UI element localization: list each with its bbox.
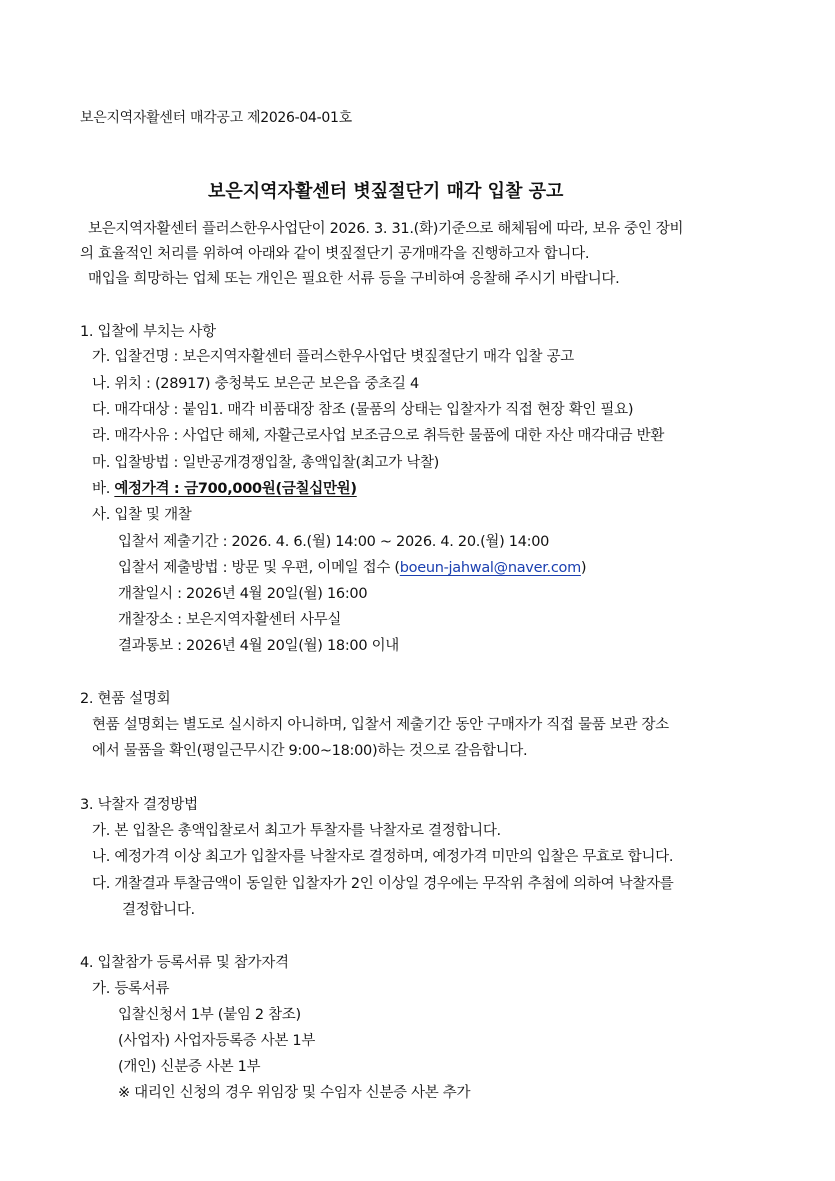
section-1-item-ba [92, 479, 357, 499]
register-doc-3: (개인) 신분증 사본 1부 [118, 1059, 261, 1075]
section-1-item-ga: 가. 입찰건명 : 보은지역자활센터 플러스한우사업단 볏짚절단기 매각 입찰 공고 [92, 349, 574, 365]
section-1-item-na: 나. 위치 : (28917) 충청북도 보은군 보은읍 중초길 4 [92, 376, 419, 392]
intro-line-3: 매입을 희망하는 업체 또는 개인은 필요한 서류 등을 구비하여 응찰해 주시기 바랍니다. [88, 271, 620, 287]
opening-date: 개찰일시 : 2026년 4월 20일(월) 16:00 [118, 586, 368, 602]
section-1-item-ma: 마. 입찰방법 : 일반공개경쟁입찰, 총액입찰(최고가 낙찰) [92, 455, 440, 471]
opening-place: 개찰장소 : 보은지역자활센터 사무실 [118, 612, 342, 628]
section-3-heading: 3. 낙찰자 결정방법 [80, 797, 198, 813]
intro-line-2: 의 효율적인 처리를 위하여 아래와 같이 볏짚절단기 공개매각을 진행하고자 합니다. [80, 246, 590, 262]
register-doc-1: 입찰신청서 1부 (붙임 2 참조) [118, 1007, 301, 1023]
intro-line-1: 보은지역자활센터 플러스한우사업단이 2026. 3. 31.(화)기준으로 해체됨에 따라, 보유 중인 장비 [88, 221, 684, 237]
section-3-item-da-cont: 결정합니다. [122, 902, 195, 918]
section-2-line-2: 에서 물품을 확인(평일근무시간 9:00~18:00)하는 것으로 갈음합니다. [92, 743, 528, 759]
result-notice: 결과통보 : 2026년 4월 20일(월) 18:00 이내 [118, 638, 399, 654]
section-4-item-ga: 가. 등록서류 [92, 981, 170, 997]
section-2-heading: 2. 현품 설명회 [80, 691, 171, 707]
document-title: 보은지역자활센터 볏짚절단기 매각 입찰 공고 [208, 181, 564, 202]
section-2-line-1: 현품 설명회는 별도로 실시하지 아니하며, 입찰서 제출기간 동안 구매자가 직접 물품 보관 장소 [92, 717, 669, 733]
document-number: 보은지역자활센터 매각공고 제2026-04-01호 [80, 110, 352, 126]
section-4-heading: 4. 입찰참가 등록서류 및 참가자격 [80, 955, 289, 971]
section-3-item-da: 다. 개찰결과 투찰금액이 동일한 입찰자가 2인 이상일 경우에는 무작위 추첨에 의하여 낙찰자를 [92, 876, 674, 892]
bid-submission-period: 입찰서 제출기간 : 2026. 4. 6.(월) 14:00 ~ 2026. 4. 20.(월) 14:00 [118, 534, 550, 550]
section-1-item-da: 다. 매각대상 : 붙임1. 매각 비품대장 참조 (물품의 상태는 입찰자가 직접 현장 확인 필요) [92, 402, 634, 418]
section-3-item-ga: 가. 본 입찰은 총액입찰로서 최고가 투찰자를 낙찰자로 결정합니다. [92, 823, 501, 839]
item-ba-prefix: 바. [92, 481, 115, 497]
section-1-item-ra: 라. 매각사유 : 사업단 해체, 자활근로사업 보조금으로 취득한 물품에 대한 자산 매각대금 반환 [92, 428, 665, 444]
section-1-item-sa: 사. 입찰 및 개찰 [92, 507, 192, 523]
email-link[interactable]: boeun-jahwal@naver.com [399, 560, 581, 576]
section-1-heading: 1. 입찰에 부치는 사항 [80, 324, 216, 340]
register-doc-note: ※ 대리인 신청의 경우 위임장 및 수임자 신분증 사본 추가 [118, 1085, 471, 1101]
bid-method-close: ) [580, 560, 587, 576]
estimated-price: 예정가격 : 금700,000원(금칠십만원) [114, 481, 357, 497]
section-3-item-na: 나. 예정가격 이상 최고가 입찰자를 낙찰자로 결정하며, 예정가격 미만의 입찰은 무효로 합니다. [92, 849, 674, 865]
register-doc-2: (사업자) 사업자등록증 사본 1부 [118, 1033, 316, 1049]
bid-submission-method [118, 558, 586, 578]
bid-method-text: 입찰서 제출방법 : 방문 및 우편, 이메일 접수 ( [118, 560, 400, 576]
